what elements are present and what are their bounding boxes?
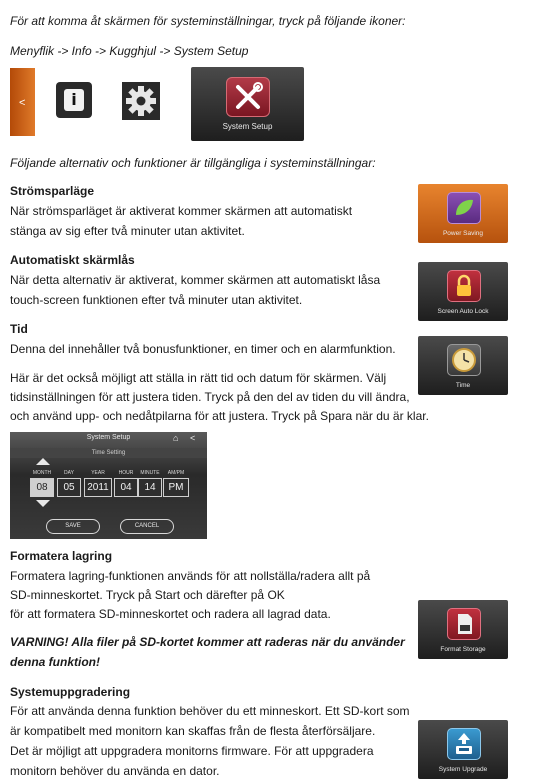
system-setup-tile[interactable] bbox=[191, 67, 304, 141]
intro-text: För att komma åt skärmen för systeminställningar, tryck på följande ikoner: bbox=[10, 14, 406, 28]
day-header: DAY bbox=[64, 470, 74, 476]
minute-value[interactable]: 14 bbox=[138, 478, 162, 497]
format-storage-tile[interactable] bbox=[418, 600, 508, 659]
power-heading: Strömsparläge bbox=[10, 184, 95, 198]
system-upgrade-tile[interactable] bbox=[418, 720, 508, 779]
time-text-2: Här är det också möjligt att ställa in rätt tid och datum för skärmen. Välj bbox=[10, 371, 387, 385]
month-value[interactable]: 08 bbox=[30, 478, 54, 497]
gear-icon[interactable] bbox=[122, 82, 160, 120]
upgrade-text-3: Det är möjligt att uppgradera monitorns firmware. För att uppgradera bbox=[10, 744, 374, 758]
upgrade-heading: Systemuppgradering bbox=[10, 685, 131, 699]
clock-icon bbox=[447, 344, 481, 376]
format-warning-1: VARNING! Alla filer på SD-kortet kommer att raderas när du använder bbox=[10, 635, 405, 649]
hour-value[interactable]: 04 bbox=[114, 478, 138, 497]
format-text-1: Formatera lagring-funktionen används för att nollställa/radera allt på bbox=[10, 569, 371, 583]
navigation-path: Menyflik -> Info -> Kugghjul -> System Setup bbox=[10, 44, 249, 58]
upgrade-text-2: är kompatibelt med monitorn kan skaffas från de flesta återförsäljare. bbox=[10, 724, 376, 738]
tools-icon bbox=[226, 77, 270, 117]
screen-auto-lock-label: Screen Auto Lock bbox=[437, 308, 489, 315]
ampm-header: AM/PM bbox=[167, 470, 185, 476]
options-intro: Följande alternativ och funktioner är tillgängliga i systeminställningar: bbox=[10, 156, 376, 170]
time-text-4: och använd upp- och nedåtpilarna för att justera. Tryck på Spara när du är klar. bbox=[10, 409, 429, 423]
lock-text-1: När detta alternativ är aktiverat, kommer skärmen att automatiskt låsa bbox=[10, 273, 381, 287]
format-storage-label: Format Storage bbox=[440, 646, 486, 653]
time-screen-subtitle: Time Setting bbox=[10, 448, 207, 458]
time-text-1: Denna del innehåller två bonusfunktioner, en timer och en alarmfunktion. bbox=[10, 342, 396, 356]
power-saving-tile[interactable] bbox=[418, 184, 508, 243]
menu-tab-icon[interactable] bbox=[10, 68, 35, 136]
format-text-3: för att formatera SD-minneskortet och radera all lagrad data. bbox=[10, 607, 331, 621]
up-arrow-icon[interactable] bbox=[36, 458, 50, 465]
back-icon[interactable]: < bbox=[190, 433, 196, 443]
upgrade-text-1: För att använda denna funktion behöver du ett minneskort. Ett SD-kort som bbox=[10, 704, 410, 718]
leaf-icon bbox=[447, 192, 481, 224]
system-upgrade-label: System Upgrade bbox=[438, 766, 488, 773]
time-tile[interactable] bbox=[418, 336, 508, 395]
padlock-icon bbox=[447, 270, 481, 302]
time-setting-screen bbox=[10, 432, 207, 539]
upgrade-text-4: monitorn behöver du använda en dator. bbox=[10, 764, 220, 778]
ampm-value[interactable]: PM bbox=[163, 478, 189, 497]
format-heading: Formatera lagring bbox=[10, 549, 113, 563]
down-arrow-icon[interactable] bbox=[36, 500, 50, 507]
power-saving-label: Power Saving bbox=[442, 230, 484, 237]
lock-heading: Automatiskt skärmlås bbox=[10, 253, 135, 267]
day-value[interactable]: 05 bbox=[57, 478, 81, 497]
time-label: Time bbox=[455, 382, 471, 389]
power-text-1: När strömsparläget är aktiverat kommer skärmen att automatiskt bbox=[10, 204, 353, 218]
lock-text-2: touch-screen funktionen efter två minuter utan aktivitet. bbox=[10, 293, 303, 307]
power-text-2: stänga av sig efter två minuter utan aktivitet. bbox=[10, 224, 245, 238]
cancel-button[interactable]: CANCEL bbox=[120, 519, 174, 534]
month-header: MONTH bbox=[32, 470, 52, 476]
upgrade-icon bbox=[447, 728, 481, 760]
sd-card-icon bbox=[447, 608, 481, 640]
format-warning-2: denna funktion! bbox=[10, 655, 100, 669]
minute-header: MINUTE bbox=[140, 470, 160, 476]
info-icon[interactable] bbox=[56, 82, 92, 118]
time-screen-title: System Setup bbox=[86, 434, 131, 441]
system-setup-label: System Setup bbox=[222, 122, 273, 131]
share-icon: < bbox=[19, 97, 26, 109]
screen-auto-lock-tile[interactable] bbox=[418, 262, 508, 321]
time-text-3: tidsinställningen för att justera tiden. Tryck på den del av tiden du vill ändra, bbox=[10, 390, 410, 404]
home-icon[interactable]: ⌂ bbox=[173, 433, 179, 443]
save-button[interactable]: SAVE bbox=[46, 519, 100, 534]
format-text-2: SD-minneskortet. Tryck på Start och därefter på OK bbox=[10, 588, 285, 602]
info-glyph: i bbox=[64, 89, 84, 111]
hour-header: HOUR bbox=[118, 470, 134, 476]
year-header: YEAR bbox=[91, 470, 105, 476]
time-heading: Tid bbox=[10, 322, 28, 336]
year-value[interactable]: 2011 bbox=[84, 478, 112, 497]
